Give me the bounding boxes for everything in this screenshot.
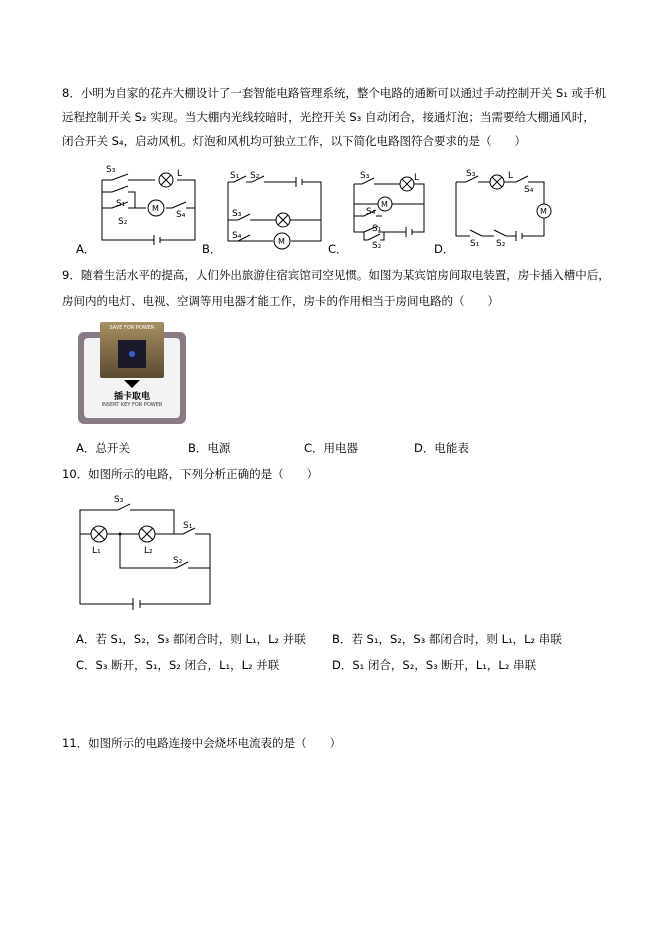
q10-option-a[interactable]: A．若 S₁，S₂，S₃ 都闭合时，则 L₁，L₂ 并联 xyxy=(76,632,306,646)
q10-circuit xyxy=(78,492,218,608)
key-card-chip xyxy=(118,340,146,368)
q8d-motor-m: M xyxy=(540,207,547,216)
q8-option-c[interactable]: C． xyxy=(328,242,348,256)
q8a-s3-label: S₃ xyxy=(106,165,116,175)
q9-option-b[interactable]: B．电源 xyxy=(188,441,231,455)
q8c-s2-label: S₂ xyxy=(372,241,382,251)
q10-s2-label: S₂ xyxy=(173,556,183,566)
q8d-l-label: L xyxy=(508,171,514,181)
q8d-s1-label: S₁ xyxy=(470,239,480,249)
q8d-s2-label: S₂ xyxy=(496,239,506,249)
q8a-motor-m: M xyxy=(152,204,159,213)
q11-stem: 11．如图所示的电路连接中会烧坏电流表的是（ ） xyxy=(62,736,342,750)
q8d-s4-label: S₄ xyxy=(524,185,534,195)
q8a-s2-label: S₂ xyxy=(118,217,128,227)
q8-stem-line3: 闭合开关 S₄，启动风机。灯泡和风机均可独立工作，以下简化电路图符合要求的是（ ） xyxy=(62,134,527,148)
q8-option-a[interactable]: A． xyxy=(76,242,96,256)
q10-l2-label: L₂ xyxy=(144,546,153,556)
q8c-s4-label: S₄ xyxy=(366,207,376,217)
q8c-motor-m: M xyxy=(381,200,388,209)
q9-stem-line2: 房间内的电灯、电视、空调等用电器才能工作，房卡的作用相当于房间电路的（ ） xyxy=(62,294,499,308)
key-card-label-cn: 插卡取电 xyxy=(113,392,150,402)
q8-option-b[interactable]: B． xyxy=(202,242,222,256)
q8-stem-line2: 远程控制开关 S₂ 实现。当大棚内光线较暗时，光控开关 S₃ 自动闭合，接通灯泡；当需要给大棚通风时， xyxy=(62,110,595,124)
q8b-s1-label: S₁ xyxy=(230,171,240,181)
q8b-motor-m: M xyxy=(278,237,285,246)
q8-option-d[interactable]: D． xyxy=(434,242,455,256)
arrow-down-icon xyxy=(124,380,140,388)
q10-option-c[interactable]: C．S₃ 断开，S₁，S₂ 闭合，L₁，L₂ 并联 xyxy=(76,658,280,672)
q8c-s1-label: S₁ xyxy=(372,224,382,234)
q9-option-c[interactable]: C．用电器 xyxy=(304,441,359,455)
q8a-l-label: L xyxy=(177,169,183,179)
q9-option-a[interactable]: A．总开关 xyxy=(76,441,130,455)
key-card-label-en: INSERT KEY FOR POWER xyxy=(101,402,163,408)
key-card-top-text: SAVE FOR POWER xyxy=(109,325,155,331)
q8-stem-line1: 8．小明为自家的花卉大棚设计了一套智能电路管理系统，整个电路的通断可以通过手动控制开关 S₁ 或手机 xyxy=(62,86,607,100)
q10-option-b[interactable]: B．若 S₁，S₂，S₃ 都闭合时，则 L₁，L₂ 串联 xyxy=(332,632,562,646)
q9-option-d[interactable]: D．电能表 xyxy=(414,441,469,455)
key-card-slot-image xyxy=(78,322,186,422)
q8a-s1-label: S₁ xyxy=(116,199,126,209)
q8d-s3-label: S₃ xyxy=(466,169,476,179)
q9-stem-line1: 9．随着生活水平的提高，人们外出旅游住宿宾馆司空见惯。如图为某宾馆房间取电装置，房卡插入槽中后， xyxy=(62,268,610,282)
q8-circuit-a xyxy=(90,162,200,247)
q10-l1-label: L₁ xyxy=(92,546,101,556)
q8-circuit-c xyxy=(348,168,428,250)
q8b-s4-label: S₄ xyxy=(232,231,242,241)
q10-option-d[interactable]: D．S₁ 闭合，S₂，S₃ 断开，L₁，L₂ 串联 xyxy=(332,658,537,672)
q10-s1-label: S₁ xyxy=(183,521,193,531)
q8b-s2-label: S₂ xyxy=(250,171,260,181)
q8a-s4-label: S₄ xyxy=(176,210,186,220)
q8c-l-label: L xyxy=(414,173,420,183)
q10-stem: 10．如图所示的电路，下列分析正确的是（ ） xyxy=(62,467,319,481)
q8c-s3-label: S₃ xyxy=(360,171,370,181)
q8-circuit-d xyxy=(452,164,562,248)
q10-s3-label: S₃ xyxy=(114,495,124,505)
q8b-s3-label: S₃ xyxy=(232,209,242,219)
q8-circuit-b xyxy=(226,168,326,248)
